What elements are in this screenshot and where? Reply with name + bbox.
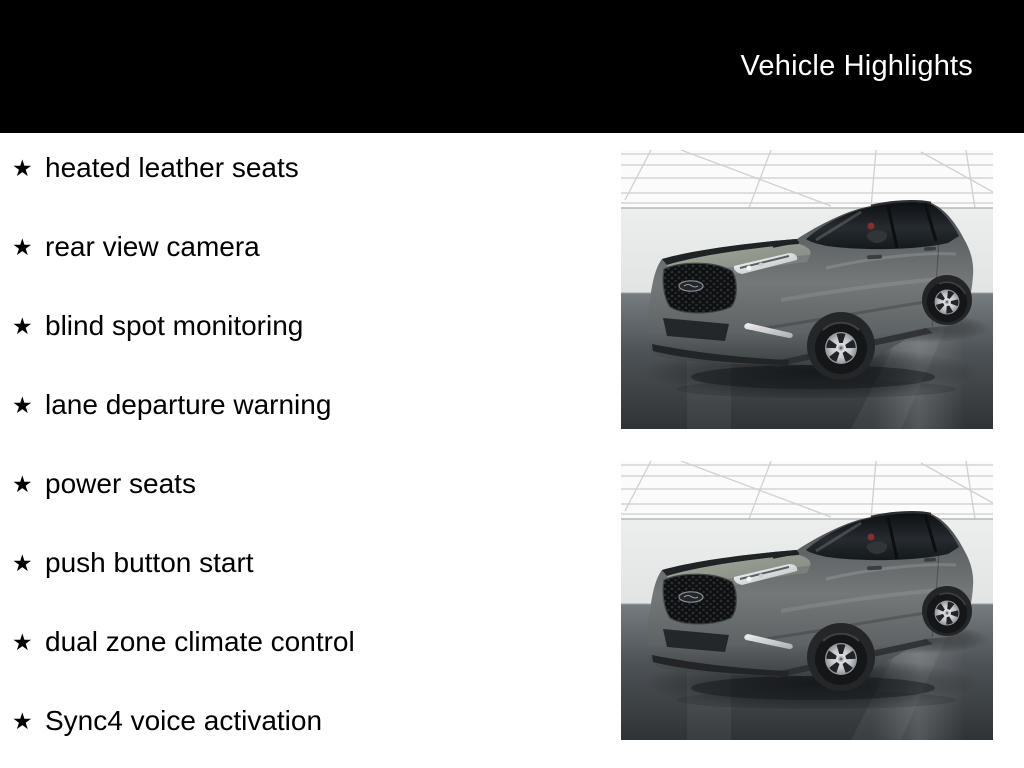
star-bullet-icon: ★ (12, 628, 33, 655)
vehicle-photo-bottom (621, 461, 993, 740)
feature-item (12, 153, 355, 183)
feature-item (12, 627, 355, 657)
feature-label: heated leather seats (45, 152, 299, 183)
feature-item (12, 232, 355, 262)
feature-label: Sync4 voice activation (45, 705, 323, 736)
feature-item (12, 469, 355, 499)
star-bullet-icon: ★ (12, 233, 33, 260)
star-bullet-icon: ★ (12, 707, 33, 734)
star-bullet-icon: ★ (12, 470, 33, 497)
feature-label: power seats (45, 468, 196, 499)
header-banner (0, 0, 1024, 133)
star-bullet-icon: ★ (12, 549, 33, 576)
star-bullet-icon: ★ (12, 312, 33, 339)
page-title: Vehicle Highlights (740, 50, 973, 82)
feature-item (12, 548, 355, 578)
feature-label: push button start (45, 547, 254, 578)
feature-label: lane departure warning (45, 389, 332, 420)
feature-label: rear view camera (45, 231, 260, 262)
feature-item (12, 706, 355, 736)
feature-list (12, 153, 355, 736)
feature-label: dual zone climate control (45, 626, 355, 657)
star-bullet-icon: ★ (12, 391, 33, 418)
feature-item (12, 311, 355, 341)
vehicle-photo-top (621, 150, 993, 429)
feature-item (12, 390, 355, 420)
feature-label: blind spot monitoring (45, 310, 304, 341)
star-bullet-icon: ★ (12, 154, 33, 181)
